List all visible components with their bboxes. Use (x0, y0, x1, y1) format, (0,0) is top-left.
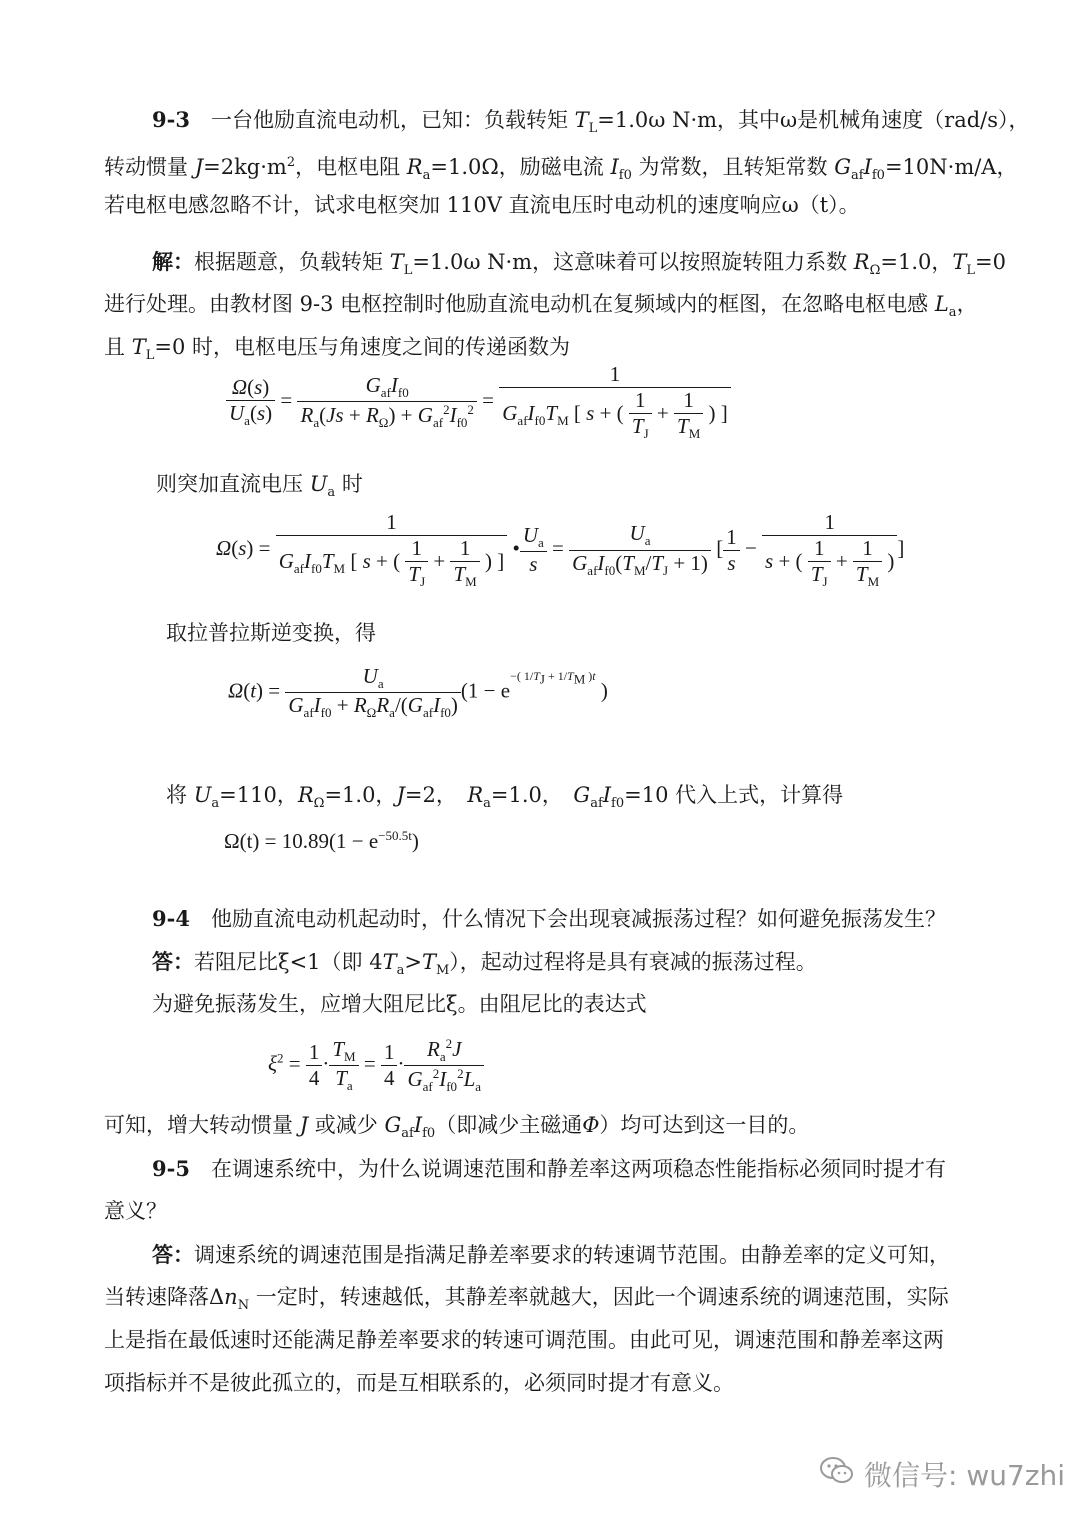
text: U (309, 472, 328, 496)
equation-result (224, 828, 419, 854)
text: Ω (313, 796, 325, 812)
text: a (948, 305, 957, 321)
text: ），起动过程将是具有衰减的振荡过程。 (449, 950, 817, 974)
wechat-icon (820, 1456, 854, 1493)
text: =1.0， (880, 250, 953, 274)
text: J (194, 155, 204, 179)
equation-omega-s: Ω(s) = 1 $G_{af}I_{f0}T_M$ [ s + ( $\frac{1}{T_J}$ + $\frac{1}{T_M}$ ) ] • $\frac{U_a}{s}$ = $\frac{U_a}{G_{af}I_{f0}(T_M/T_J + 1)}$ [ $\frac{1}{s}$ − 1 s + ( $\frac{1}{T_J}$ + $\frac{1}{T_M}$ ) ] (216, 510, 905, 590)
text: 根据题意，负载转矩 (194, 250, 390, 274)
text: I (413, 1113, 423, 1137)
text: L (934, 292, 949, 316)
text: a (396, 963, 405, 979)
fraction: 1 $G_{af}I_{f0}T_M$ [ s + ( $\frac{1}{T_J}$ + $\frac{1}{T_M}$ ) ] (499, 362, 731, 442)
text: −50.5t (378, 828, 412, 843)
problem-number: 9-3 (152, 107, 190, 132)
answer-label: 答： (152, 1242, 194, 1267)
text: R (467, 783, 484, 807)
problem-number: 9-4 (152, 906, 190, 931)
text: =2kg·m (203, 155, 287, 179)
text: T (574, 108, 589, 132)
text: ) (411, 829, 419, 853)
text: ，电枢电阻 (295, 155, 407, 179)
text: L (403, 263, 413, 279)
fraction: $\frac{G_{af}I_{f0}}{R_a(Js + R_\Omega) + G_{af}^2I_{f0}^2}$ (297, 373, 476, 431)
text: a (211, 796, 220, 812)
text: L (966, 263, 976, 279)
text: =1.0ω N·m，其中ω是机械角速度（rad/s）， (597, 108, 1030, 132)
fraction: $\frac{1}{4}$ (381, 1040, 398, 1091)
fraction: $\frac{1}{T_J}$ (808, 536, 831, 590)
text: G (384, 1113, 402, 1137)
text: 调速系统的调速范围是指满足静差率要求的转速调节范围。由静差率的定义可知， (194, 1243, 950, 1267)
text: a (327, 485, 336, 501)
fraction: $\frac{R_a^2J}{G_{af}^2I_{f0}^2L_a}$ (404, 1036, 484, 1095)
text: =10 代入上式，计算得 (624, 783, 844, 807)
text: T (952, 250, 967, 274)
text: 则突加直流电压 (156, 472, 310, 496)
equation-omega-t: Ω(t) = $\frac{U_a}{G_{af}I_{f0} + R_\Omega R_a/(G_{af}I_{f0})}$ ($1 - e^{-( 1/T_J + 1/T_M )t}$ ) (228, 664, 608, 721)
text: R (297, 783, 314, 807)
text: L (145, 348, 155, 364)
text: 或减少 (308, 1113, 385, 1137)
text: U (193, 783, 212, 807)
watermark-text: 微信号: wu7zhi (864, 1459, 1066, 1492)
text: =2， (404, 783, 468, 807)
fraction: $\frac{1}{s}$ (723, 525, 740, 576)
text: T (421, 950, 436, 974)
text: T (389, 250, 404, 274)
text: =1.0， (490, 783, 574, 807)
text: 转动惯量 (104, 155, 195, 179)
text: =10N·m/A， (884, 155, 1018, 179)
text: L (588, 121, 598, 137)
text: a (422, 168, 431, 184)
text: G (573, 783, 591, 807)
step-voltage-line (156, 463, 1036, 514)
text: Φ (582, 1113, 600, 1137)
text: G (834, 155, 851, 179)
equation-transfer-function: $\frac{\Omega(s)}{U_a(s)}$ = $\frac{G_{af}I_{f0}}{R_a(Js + R_\Omega) + G_{af}^2I_{f0}^2}$ = 1 $G_{af}I_{f0}T_M$ [ s + ( $\frac{1}{T_J}$ + $\frac{1}{T_M}$ ) ] (226, 362, 731, 442)
text: f0 (422, 1126, 436, 1142)
fraction: 1 $G_{af}I_{f0}T_M$ [ s + ( $\frac{1}{T_J}$ + $\frac{1}{T_M}$ ) ] (276, 510, 508, 590)
problem-9-5-answer-line-4: 项指标并不是彼此孤立的，而是互相联系的，必须同时提才有意义。 (104, 1371, 734, 1395)
text: N (237, 1298, 250, 1314)
fraction: 1 s + ( $\frac{1}{T_J}$ + $\frac{1}{T_M}$ ) (762, 510, 897, 590)
text: T (131, 335, 146, 359)
problem-9-5-answer-line-1 (152, 1233, 1032, 1277)
text: ）均可达到这一目的。 (599, 1113, 810, 1137)
text: Ω (869, 263, 881, 279)
fraction: $\frac{1}{4}$ (306, 1040, 323, 1091)
fraction: $\frac{\Omega(s)}{U_a(s)}$ (226, 375, 275, 429)
substitution-line (166, 774, 1046, 825)
text: =1.0， (324, 783, 397, 807)
text: f0 (618, 168, 632, 184)
fraction: $\frac{U_a}{G_{af}I_{f0} + R_\Omega R_a/(G_{af}I_{f0})}$ (285, 664, 461, 721)
problem-9-5-line-1 (152, 1147, 1032, 1191)
text: 他励直流电动机起动时，什么情况下会出现衰减振荡过程？如何避免振荡发生？ (210, 907, 946, 931)
wechat-watermark (820, 1452, 1065, 1496)
text: （即减少主磁通 (435, 1113, 583, 1137)
text: =0 时，电枢电压与角速度之间的传递函数为 (154, 335, 570, 359)
text: a (483, 796, 491, 812)
text: =1.0Ω，励磁电流 (430, 155, 611, 179)
fraction: $\frac{1}{T_M}$ (674, 388, 703, 442)
fraction: $\frac{T_M}{T_a}$ (329, 1037, 358, 1094)
problem-9-3-line-3: 若电枢电感忽略不计，试求电枢突加 110V 直流电压时电动机的速度响应ω（t）。 (104, 193, 860, 217)
text: Ω(t) = 10.89(1 − e (224, 829, 379, 853)
fraction: $\frac{U_a}{G_{af}I_{f0}(T_M/T_J + 1)}$ (569, 521, 711, 578)
problem-9-4-line-3: 为避免振荡发生，应增大阻尼比ξ。由阻尼比的表达式 (152, 992, 647, 1016)
text: =1.0ω N·m，这意味着可以按照旋转阻力系数 (412, 250, 854, 274)
text: I (602, 783, 612, 807)
problem-9-5-line-2: 意义？ (104, 1199, 167, 1223)
text: ， (956, 292, 978, 316)
text: 进行处理。由教材图 9-3 电枢控制时他励直流电动机在复频域内的框图，在忽略电枢电感 (104, 292, 935, 316)
text: 若阻尼比ξ<1（即 4 (194, 950, 383, 974)
laplace-inverse-line: 取拉普拉斯逆变换，得 (166, 621, 376, 645)
text: f0 (871, 168, 885, 184)
text: =110， (219, 783, 298, 807)
equation-damping-ratio: $\xi^2$ = $\frac{1}{4}$ · $\frac{T_M}{T_a}$ = $\frac{1}{4}$ · $\frac{R_a^2J}{G_{af}^2I_{f0}^2L_a}$ (268, 1036, 484, 1095)
fraction: $\frac{1}{T_J}$ (629, 388, 652, 442)
text: 时 (335, 472, 363, 496)
text: J (396, 783, 405, 807)
answer-label: 答： (152, 949, 194, 974)
text: M (435, 963, 450, 979)
text: I (610, 155, 619, 179)
text: =0 (975, 250, 1006, 274)
problem-number: 9-5 (152, 1156, 190, 1181)
text: 为常数，且转矩常数 (631, 155, 835, 179)
text: 一台他励直流电动机，已知：负载转矩 (210, 108, 575, 132)
fraction: $\frac{1}{T_M}$ (450, 536, 479, 590)
text: af (851, 168, 864, 184)
text: af (401, 1126, 414, 1142)
text: 2 (286, 155, 296, 170)
text: I (863, 155, 872, 179)
text: > (404, 950, 422, 974)
text: T (382, 950, 397, 974)
text: J (299, 1113, 309, 1137)
fraction: $\frac{1}{T_J}$ (405, 536, 428, 590)
fraction: $\frac{U_a}{s}$ (520, 523, 547, 577)
text: 且 (104, 335, 132, 359)
fraction: $\frac{1}{T_M}$ (853, 536, 882, 590)
text: 当转速降落Δ (104, 1285, 225, 1309)
problem-9-5-answer-line-3: 上是指在最低速时还能满足静差率要求的转速可调范围。由此可见，调速范围和静差率这两 (104, 1328, 944, 1352)
solution-label: 解： (152, 249, 194, 274)
text: 可知，增大转动惯量 (104, 1113, 300, 1137)
text: af (590, 796, 603, 812)
text: R (853, 250, 870, 274)
problem-9-4-line (152, 897, 1032, 941)
text: f0 (611, 796, 625, 812)
text: 将 (166, 783, 194, 807)
text: 在调速系统中，为什么说调速范围和静差率这两项稳态性能指标必须同时提才有 (210, 1157, 946, 1181)
text: 一定时，转速越低，其静差率就越大，因此一个调速系统的调速范围，实际 (249, 1285, 949, 1309)
text: R (406, 155, 423, 179)
text: n (224, 1285, 238, 1309)
